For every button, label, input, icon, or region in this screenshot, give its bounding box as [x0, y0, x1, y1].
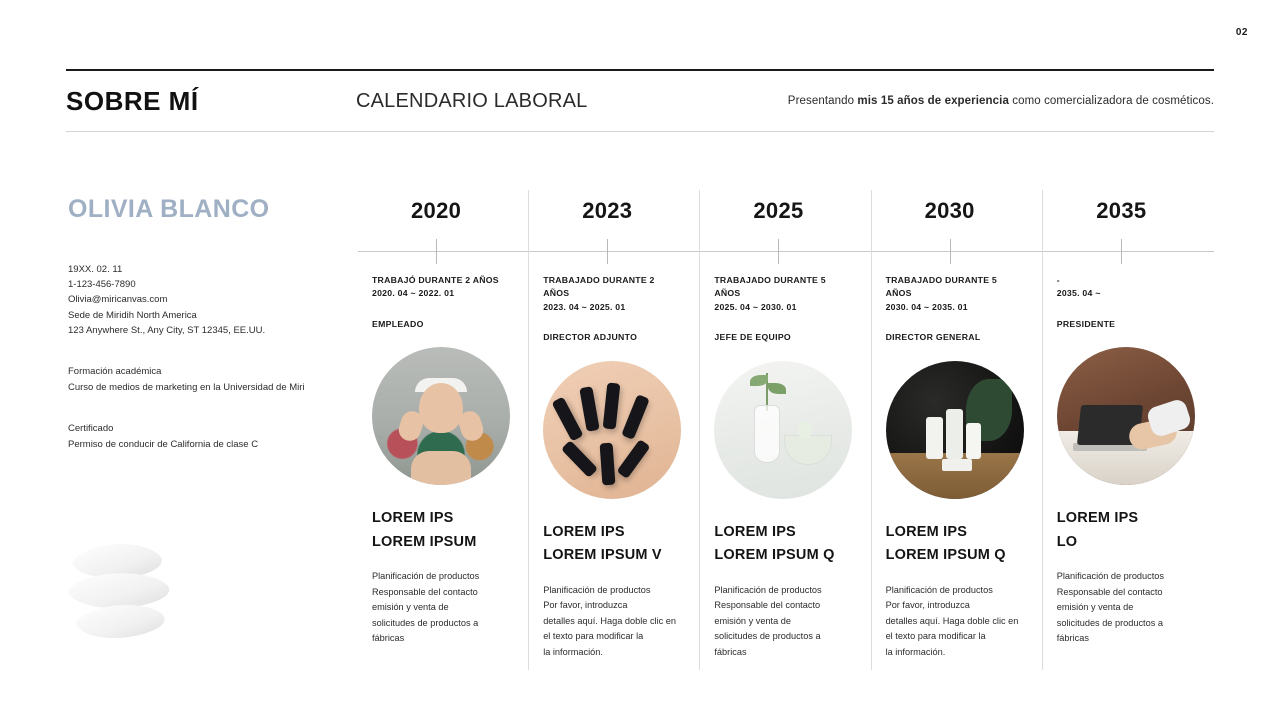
lipsticks-photo [543, 361, 681, 499]
item-description: Planificación de productos Responsable del contacto emisión y venta de solicitudes de productos a fábricas [1056, 571, 1165, 644]
duration-label: - [1056, 275, 1060, 285]
item-description: Planificación de productos Por favor, introduzca detalles aquí. Haga doble clic en el texto para modificar la la información. [543, 584, 676, 657]
duration-label: TRABAJADO DURANTE 5 AÑOS [714, 275, 826, 299]
header-note-suffix: como comercializadora de cosméticos. [1008, 95, 1214, 107]
role-label: DIRECTOR GENERAL [885, 332, 981, 343]
profile-name: OLIVIA BLANCO [68, 195, 270, 223]
page-number: 02 [1235, 27, 1248, 38]
role-label: EMPLEADO [372, 318, 424, 329]
item-heading: LOREM IPS LOREM IPSUM [372, 510, 477, 550]
date-range: 2035. 04 ~ [1056, 288, 1101, 299]
timeline-column [872, 190, 1043, 670]
role-label: PRESIDENTE [1056, 318, 1116, 329]
item-heading: LOREM IPS LOREM IPSUM Q [885, 523, 1006, 564]
header-note [788, 95, 1214, 107]
profile-certificate: Certificado Permiso de conducir de California de clase C [68, 423, 259, 450]
item-heading: LOREM IPS LO [1056, 510, 1139, 550]
timeline-column [1043, 190, 1214, 670]
timeline-tick [607, 239, 608, 264]
role-label: DIRECTOR ADJUNTO [543, 332, 638, 343]
header-note-prefix: Presentando [787, 95, 858, 107]
timeline-year: 2025 [753, 198, 804, 223]
header [66, 71, 1214, 131]
duration-label: TRABAJADO DURANTE 5 AÑOS [885, 275, 997, 299]
woman-skincare-photo [372, 347, 510, 485]
page-title: SOBRE MÍ [66, 85, 199, 116]
profile-contact: 19XX. 02. 11 1-123-456-7890 Olivia@miricanvas.com Sede de Miridih North America 123 Anywhere St., Any City, ST 12345, EE.UU. [68, 263, 266, 336]
date-range: 2025. 04 ~ 2030. 01 [714, 301, 797, 312]
timeline-columns [358, 190, 1214, 670]
cosmetic-bottles-dark-photo [886, 361, 1024, 499]
timeline-column [529, 190, 700, 670]
duration-label: TRABAJÓ DURANTE 2 AÑOS [372, 275, 499, 285]
timeline-tick [1121, 239, 1122, 264]
profile-education: Formación académica Curso de medios de marketing en la Universidad de Miri [68, 366, 305, 393]
header-subtitle: CALENDARIO LABORAL [356, 89, 588, 112]
date-range: 2030. 04 ~ 2035. 01 [885, 301, 968, 312]
duration-label: TRABAJADO DURANTE 2 AÑOS [543, 275, 655, 299]
timeline-tick [778, 239, 779, 264]
header-bottom-rule [66, 131, 1214, 132]
timeline-year: 2023 [582, 198, 633, 223]
serum-botanical-photo [714, 361, 852, 499]
timeline-tick [950, 239, 951, 264]
header-note-strong: mis 15 años de experiencia [857, 95, 1009, 107]
item-heading: LOREM IPS LOREM IPSUM V [543, 523, 662, 564]
timeline-year: 2020 [411, 198, 462, 223]
timeline-tick [436, 239, 437, 264]
date-range: 2023. 04 ~ 2025. 01 [543, 301, 626, 312]
profile-panel [68, 196, 338, 452]
timeline-year: 2030 [924, 198, 975, 223]
item-description: Planificación de productos Responsable del contacto emisión y venta de solicitudes de productos a fábricas [714, 584, 822, 657]
timeline-column [700, 190, 871, 670]
item-heading: LOREM IPS LOREM IPSUM Q [714, 523, 835, 564]
timeline-year: 2035 [1096, 198, 1147, 223]
item-description: Planificación de productos Por favor, introduzca detalles aquí. Haga doble clic en el texto para modificar la la información. [885, 584, 1019, 657]
desk-laptop-photo [1057, 347, 1195, 485]
date-range: 2020. 04 ~ 2022. 01 [372, 288, 455, 299]
role-label: JEFE DE EQUIPO [714, 332, 791, 343]
cream-smear-image [60, 528, 190, 658]
timeline-column [358, 190, 529, 670]
item-description: Planificación de productos Responsable del contacto emisión y venta de solicitudes de productos a fábricas [372, 571, 480, 644]
